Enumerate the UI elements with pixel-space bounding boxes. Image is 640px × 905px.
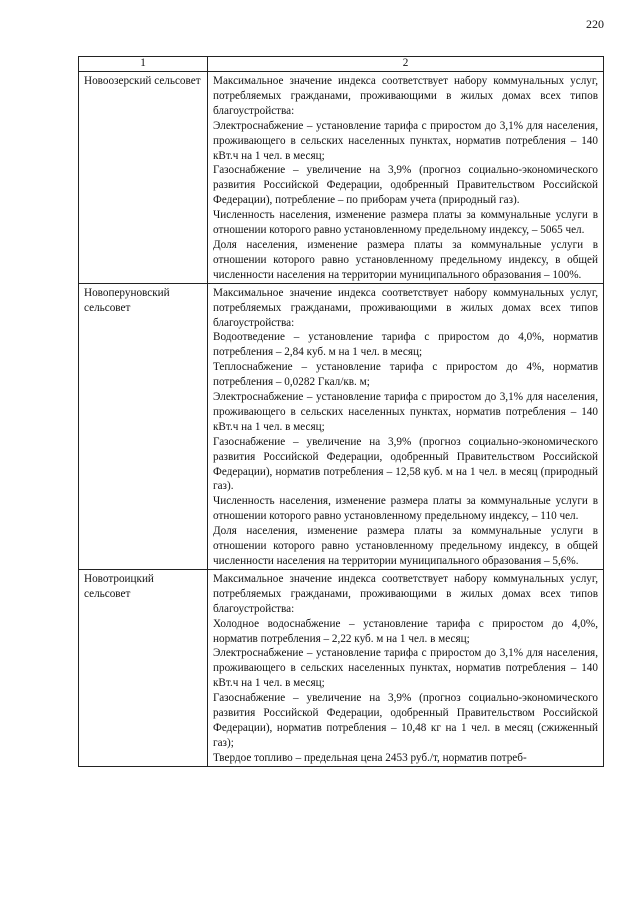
description-paragraph: Численность населения, изменение размера платы за коммунальные услуги в отношении которого равно установленному предельному индексу, – 110 чел. [213, 495, 598, 523]
description-paragraph: Максимальное значение индекса соответствует набору коммунальных услуг, потребляемых гражданами, проживающими в жилых домах всех типов благоустройства: [213, 75, 598, 117]
tariff-index-table [78, 56, 604, 767]
index-description [208, 283, 604, 569]
table-row [79, 283, 604, 569]
description-paragraph: Доля населения, изменение размера платы за коммунальные услуги в отношении которого равно установленному предельному индексу, в общей численности населения на территории муниципального образования – 5,6%. [213, 525, 598, 567]
column-header-2: 2 [208, 57, 604, 72]
index-description [208, 72, 604, 284]
table-row [79, 569, 604, 766]
description-paragraph: Теплоснабжение – установление тарифа с приростом до 4%, норматив потребления – 0,0282 Гкал/кв. м; [213, 361, 598, 389]
municipality-name: Новоозерский сельсовет [79, 72, 208, 284]
index-description [208, 569, 604, 766]
description-paragraph: Холодное водоснабжение – установление тарифа с приростом до 4,0%, норматив потребления – 2,22 куб. м на 1 чел. в месяц; [213, 617, 598, 645]
description-paragraph: Водоотведение – установление тарифа с приростом до 4,0%, норматив потребления – 2,84 куб. м на 1 чел. в месяц; [213, 331, 598, 359]
description-paragraph: Газоснабжение – увеличение на 3,9% (прогноз социально-экономического развития Российской Федерации, одобренный Правительством Российской Федерации), норматив потребления – 12,58 куб. м на 1 чел. в месяц (природный газ). [213, 435, 598, 493]
description-paragraph: Электроснабжение – установление тарифа с приростом до 3,1% для населения, проживающего в сельских населенных пунктах, норматив потребления – 140 кВт.ч на 1 чел. в месяц; [213, 391, 598, 433]
description-paragraph: Максимальное значение индекса соответствует набору коммунальных услуг, потребляемых гражданами, проживающими в жилых домах всех типов благоустройства: [213, 286, 598, 329]
municipality-name: Новотроицкий сельсовет [79, 569, 208, 766]
description-paragraph: Электроснабжение – установление тарифа с приростом до 3,1% для населения, проживающего в сельских населенных пунктах, норматив потребления – 140 кВт.ч на 1 чел. в месяц; [213, 119, 598, 162]
description-paragraph: Электроснабжение – установление тарифа с приростом до 3,1% для населения, проживающего в сельских населенных пунктах, норматив потребления – 140 кВт.ч на 1 чел. в месяц; [213, 647, 598, 690]
column-header-1: 1 [79, 57, 208, 72]
municipality-name: Новоперуновский сельсовет [79, 283, 208, 569]
description-paragraph: Численность населения, изменение размера платы за коммунальные услуги в отношении которого равно установленному предельному индексу, – 5065 чел. [213, 209, 598, 237]
description-paragraph: Газоснабжение – увеличение на 3,9% (прогноз социально-экономического развития Российской Федерации, одобренный Правительством Российской Федерации), норматив потребления – 10,48 кг на 1 чел. в месяц (сжиженный газ); [213, 692, 598, 749]
description-paragraph: Максимальное значение индекса соответствует набору коммунальных услуг, потребляемых гражданами, проживающими в жилых домах всех типов благоустройства: [213, 572, 598, 615]
table-row [79, 72, 604, 284]
description-paragraph: Доля населения, изменение размера платы за коммунальные услуги в отношении которого равно установленному предельному индексу, в общей численности населения на территории муниципального образования – 100%. [213, 238, 598, 281]
page-number: 220 [586, 17, 604, 31]
description-paragraph: Газоснабжение – увеличение на 3,9% (прогноз социально-экономического развития Российской Федерации, одобренный Правительством Российской Федерации), потребление – по приборам учета (природный газ). [213, 164, 598, 207]
description-paragraph: Твердое топливо – предельная цена 2453 руб./т, норматив потреб- [213, 751, 527, 764]
table-header-row [79, 57, 604, 72]
